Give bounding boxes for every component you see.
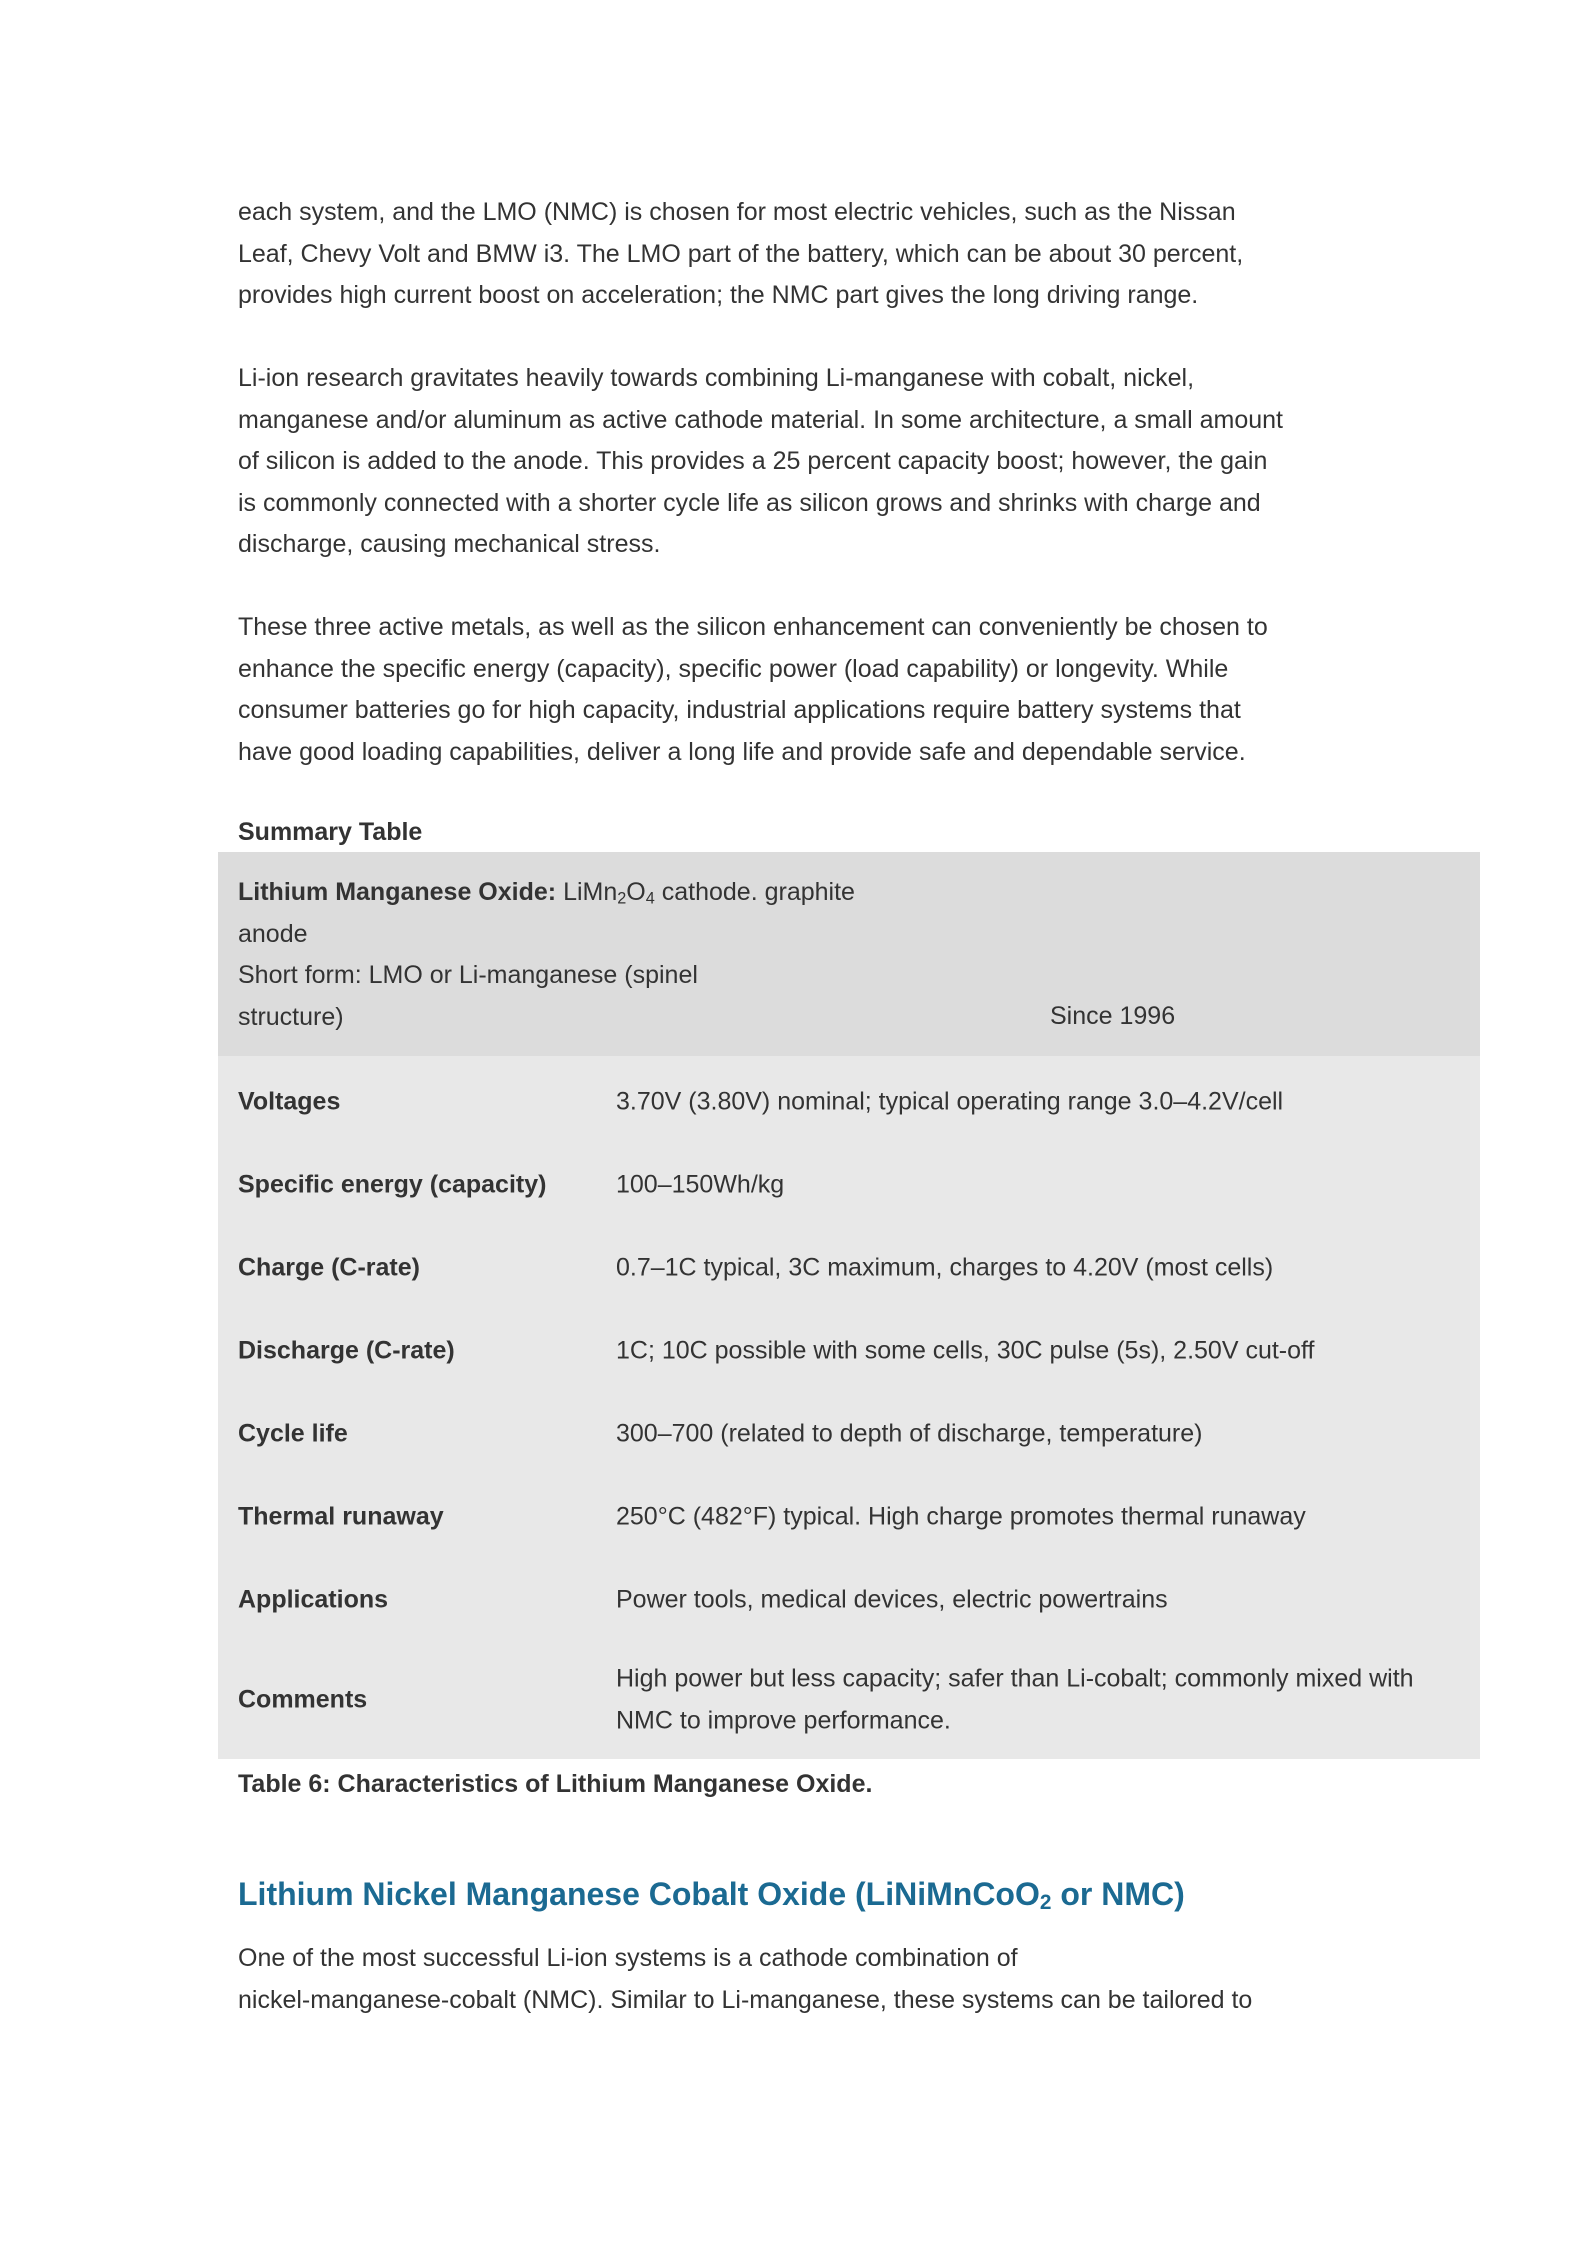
paragraph-line: have good loading capabilities, deliver a long life and provide safe and dependable service. — [238, 737, 1246, 766]
table-row — [218, 1641, 1480, 1759]
header-description — [238, 872, 855, 1038]
heading-subscript: 2 — [1039, 1891, 1052, 1915]
paragraph-line: Leaf, Chevy Volt and BMW i3. The LMO part of the battery, which can be about 30 percent, — [238, 239, 1244, 268]
header-line-4: structure) — [238, 1002, 344, 1031]
paragraph-2 — [238, 358, 1348, 566]
section-paragraph — [238, 1938, 1348, 2021]
summary-table-title: Summary Table — [238, 818, 423, 846]
table-caption: Table 6: Characteristics of Lithium Manganese Oxide. — [238, 1770, 873, 1798]
header-line-3: Short form: LMO or Li-manganese (spinel — [238, 961, 698, 989]
paragraph-line: Li-ion research gravitates heavily towards combining Li-manganese with cobalt, nickel, — [238, 364, 1195, 392]
paragraph-line: of silicon is added to the anode. This provides a 25 percent capacity boost; however, the gain — [238, 447, 1268, 475]
row-key: Cycle life — [238, 1419, 348, 1447]
section-heading — [238, 1870, 1185, 1918]
heading-part: or NMC) — [1051, 1876, 1185, 1912]
paragraph-line: consumer batteries go for high capacity, industrial applications require battery systems that — [238, 696, 1241, 724]
row-value-line: 3.70V (3.80V) nominal; typical operating range 3.0–4.2V/cell — [616, 1086, 1284, 1115]
table-row — [218, 1558, 1480, 1641]
row-value-line: 250°C (482°F) typical. High charge promotes thermal runaway — [616, 1501, 1306, 1530]
row-key: Applications — [238, 1585, 389, 1613]
formula-rest: cathode. graphite — [654, 878, 855, 906]
summary-table — [218, 852, 1480, 1759]
paragraph-3 — [238, 607, 1348, 773]
row-value — [616, 1496, 1466, 1538]
heading-part: Lithium Nickel Manganese Cobalt Oxide (LiNiMnCoO — [238, 1876, 1040, 1912]
row-key: Specific energy (capacity) — [238, 1170, 547, 1198]
row-value — [616, 1413, 1466, 1455]
paragraph-line: each system, and the LMO (NMC) is chosen for most electric vehicles, such as the Nissan — [238, 198, 1236, 226]
row-key: Discharge (C-rate) — [238, 1336, 455, 1364]
table-row — [218, 1143, 1480, 1226]
table-row — [218, 1060, 1480, 1143]
summary-table-body — [218, 1056, 1480, 1759]
paragraph-line: nickel-manganese-cobalt (NMC). Similar to Li-manganese, these systems can be tailored to — [238, 1985, 1253, 2014]
formula-subscript: 2 — [617, 889, 627, 908]
since-label: Since 1996 — [1050, 1002, 1176, 1030]
formula-subscript: 4 — [645, 889, 655, 908]
table-row — [218, 1475, 1480, 1558]
paragraph-line: provides high current boost on acceleration; the NMC part gives the long driving range. — [238, 281, 1199, 309]
table-row — [218, 1392, 1480, 1475]
row-value-line: 100–150Wh/kg — [616, 1169, 785, 1198]
paragraph-1 — [238, 192, 1348, 317]
summary-table-header — [218, 852, 1480, 1056]
formula-part: LiMn — [563, 878, 618, 906]
row-key: Charge (C-rate) — [238, 1253, 420, 1281]
header-line-2: anode — [238, 919, 308, 948]
paragraph-line: One of the most successful Li-ion systems is a cathode combination of — [238, 1944, 1018, 1972]
paragraph-line: is commonly connected with a shorter cycle life as silicon grows and shrinks with charge and — [238, 488, 1261, 517]
row-value — [616, 1081, 1466, 1123]
row-value-line: High power but less capacity; safer than Li-cobalt; commonly mixed with — [616, 1664, 1414, 1693]
table-row — [218, 1309, 1480, 1392]
paragraph-line: These three active metals, as well as the silicon enhancement can conveniently be chosen to — [238, 613, 1268, 641]
paragraph-line: discharge, causing mechanical stress. — [238, 530, 661, 558]
row-value-line: NMC to improve performance. — [616, 1706, 951, 1734]
row-value-line: 300–700 (related to depth of discharge, temperature) — [616, 1418, 1203, 1447]
row-value-line: 0.7–1C typical, 3C maximum, charges to 4.20V (most cells) — [616, 1252, 1274, 1281]
paragraph-line: enhance the specific energy (capacity), specific power (load capability) or longevity. While — [238, 654, 1229, 683]
row-key: Thermal runaway — [238, 1502, 444, 1530]
formula-part: O — [626, 878, 646, 906]
row-value — [616, 1659, 1466, 1742]
row-value — [616, 1164, 1466, 1206]
row-value — [616, 1579, 1466, 1621]
header-label: Lithium Manganese Oxide: — [238, 878, 557, 906]
header-line-1 — [238, 872, 855, 914]
row-key: Voltages — [238, 1087, 341, 1115]
row-value-line: Power tools, medical devices, electric powertrains — [616, 1584, 1168, 1613]
row-value — [616, 1330, 1466, 1372]
table-row — [218, 1226, 1480, 1309]
row-value-line: 1C; 10C possible with some cells, 30C pulse (5s), 2.50V cut-off — [616, 1335, 1315, 1364]
row-value — [616, 1247, 1466, 1289]
row-key: Comments — [238, 1685, 368, 1714]
paragraph-line: manganese and/or aluminum as active cathode material. In some architecture, a small amount — [238, 405, 1283, 434]
